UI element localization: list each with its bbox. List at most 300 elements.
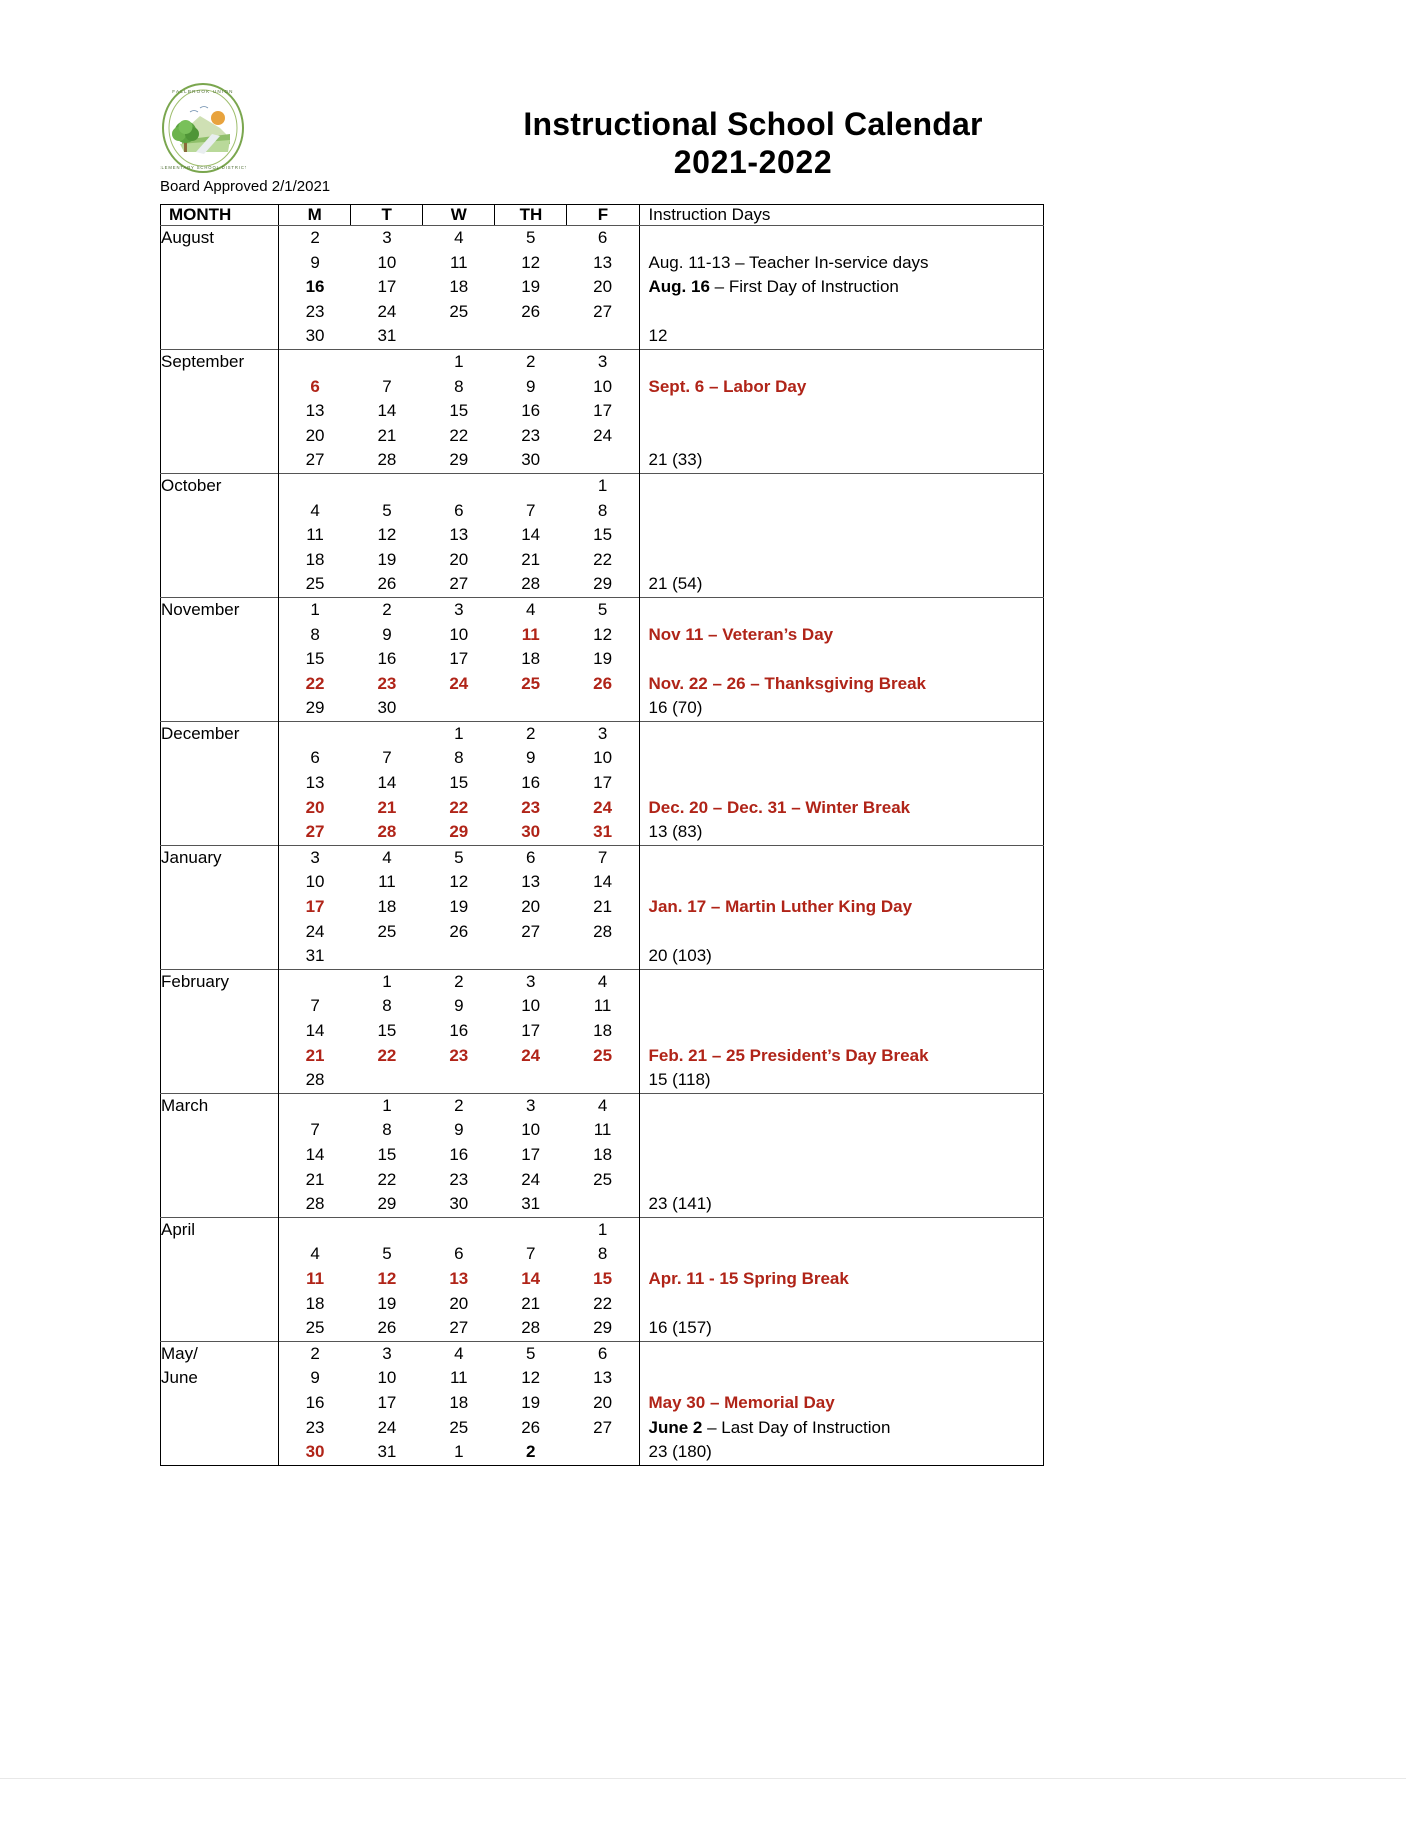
day-cell: 27 [305, 450, 325, 470]
day-cell: 23 [377, 673, 397, 693]
month-block [161, 721, 1044, 845]
day-cell: 4 [454, 1343, 464, 1363]
day-cell-empty [423, 474, 495, 499]
day-cell: 27 [305, 822, 325, 842]
week-row [279, 1440, 638, 1465]
note-row [640, 1019, 1043, 1044]
day-cell: 2 [525, 723, 536, 743]
week-row [279, 1118, 638, 1143]
day-cell: 2 [525, 351, 536, 371]
day-cell-empty [279, 350, 351, 375]
header-wednesday: W [423, 205, 495, 226]
day-cell: 18 [593, 1144, 613, 1164]
note-text: Nov 11 – Veteran’s Day [648, 624, 834, 644]
instruction-days-cell [639, 1217, 1043, 1341]
note-empty [640, 1094, 1043, 1119]
day-cell: 19 [593, 649, 613, 669]
week-row [279, 324, 638, 349]
day-cell: 29 [449, 450, 469, 470]
day-cell: 13 [305, 401, 325, 421]
day-cell: 24 [377, 301, 397, 321]
day-cell: 25 [449, 1417, 469, 1437]
day-cell: 15 [449, 773, 469, 793]
note-text: Jan. 17 – Martin Luther King Day [648, 897, 913, 917]
day-cell: 20 [521, 897, 541, 917]
note-empty [640, 746, 1043, 771]
day-cell: 9 [310, 252, 320, 272]
day-cell: 13 [449, 525, 469, 545]
month-day-grid [279, 1093, 639, 1217]
day-cell: 5 [597, 599, 608, 619]
note-empty [640, 399, 1043, 424]
day-cell: 11 [593, 996, 612, 1016]
day-cell: 28 [521, 574, 541, 594]
instruction-days-cell [639, 721, 1043, 845]
day-cell-empty [351, 722, 423, 747]
day-cell: 31 [521, 1194, 541, 1214]
day-cell-empty [279, 474, 351, 499]
note-empty [640, 474, 1043, 499]
note-row [640, 1342, 1043, 1367]
week-row [279, 771, 638, 796]
month-name: April [161, 1217, 279, 1341]
note-row [640, 1391, 1043, 1416]
day-cell: 1 [310, 599, 320, 619]
day-cell: 4 [597, 971, 608, 991]
note-text: Apr. 11 - 15 Spring Break [648, 1268, 849, 1288]
day-cell: 27 [521, 921, 541, 941]
day-cell: 17 [593, 773, 613, 793]
day-cell: 7 [310, 1120, 320, 1140]
day-cell: 17 [377, 277, 397, 297]
day-cell: 22 [377, 1045, 397, 1065]
day-cell: 4 [310, 500, 320, 520]
day-cell: 13 [449, 1268, 469, 1288]
note-row [640, 324, 1043, 349]
day-cell: 16 [305, 1392, 325, 1412]
day-cell: 9 [382, 624, 392, 644]
month-block [161, 473, 1044, 597]
day-cell: 13 [593, 1368, 613, 1388]
day-cell: 7 [525, 1244, 536, 1264]
day-cell: 27 [593, 1417, 613, 1437]
day-cell-empty [423, 324, 495, 349]
note-text: 15 (118) [648, 1070, 711, 1090]
note-text: Dec. 20 – Dec. 31 – Winter Break [648, 797, 911, 817]
day-cell: 24 [377, 1417, 397, 1437]
day-cell: 12 [521, 1368, 541, 1388]
day-cell: 20 [593, 1392, 613, 1412]
week-row [279, 1416, 638, 1441]
instruction-days-cell [639, 597, 1043, 721]
board-approved-label: Board Approved 2/1/2021 [160, 178, 331, 195]
note-row [640, 300, 1043, 325]
day-cell: 9 [310, 1368, 320, 1388]
note-row [640, 696, 1043, 721]
instruction-days-cell [639, 226, 1043, 350]
week-row [279, 572, 638, 597]
month-day-grid [279, 969, 639, 1093]
month-name: November [161, 597, 279, 721]
day-cell: 22 [449, 797, 469, 817]
day-cell-empty [351, 1218, 423, 1243]
note-row [640, 1242, 1043, 1267]
title-block [460, 106, 1046, 182]
day-cell: 8 [382, 1120, 392, 1140]
note-row [640, 820, 1043, 845]
month-day-grid [279, 845, 639, 969]
day-cell: 12 [593, 624, 613, 644]
day-cell: 21 [377, 425, 397, 445]
district-logo-icon [160, 82, 246, 174]
week-row [279, 820, 638, 845]
day-cell: 16 [521, 401, 541, 421]
day-cell-empty [567, 696, 639, 721]
note-row [640, 474, 1043, 499]
note-row [640, 623, 1043, 648]
week-row [279, 1342, 638, 1367]
day-cell: 2 [310, 1343, 320, 1363]
note-empty [640, 846, 1043, 871]
note-empty [640, 1019, 1043, 1044]
day-cell: 23 [449, 1169, 469, 1189]
day-cell: 26 [377, 574, 397, 594]
day-cell: 3 [382, 1343, 392, 1363]
note-empty [640, 870, 1043, 895]
day-cell: 18 [449, 1392, 469, 1412]
week-row [279, 350, 638, 375]
day-cell: 17 [377, 1392, 397, 1412]
day-cell: 16 [377, 649, 397, 669]
week-row [279, 970, 638, 995]
day-cell: 4 [454, 228, 464, 247]
note-text: 23 (141) [648, 1194, 712, 1214]
note-row [640, 1094, 1043, 1119]
day-cell: 21 [305, 1169, 325, 1189]
day-cell: 24 [593, 425, 613, 445]
day-cell: 10 [593, 376, 613, 396]
day-cell-empty [567, 944, 639, 969]
day-cell: 1 [597, 475, 608, 495]
note-row [640, 1218, 1043, 1243]
day-cell-empty [495, 944, 567, 969]
day-cell: 17 [521, 1021, 541, 1040]
week-row [279, 944, 638, 969]
day-cell: 25 [305, 574, 325, 594]
header-month: MONTH [161, 205, 279, 226]
day-cell: 14 [593, 872, 613, 892]
day-cell: 26 [521, 1417, 541, 1437]
table-header-row [161, 205, 1044, 226]
day-cell: 8 [382, 996, 392, 1016]
note-row [640, 523, 1043, 548]
day-cell-empty [351, 944, 423, 969]
day-cell: 10 [521, 996, 541, 1016]
week-row [279, 895, 638, 920]
header-friday: F [567, 205, 639, 226]
day-cell: 6 [454, 1244, 464, 1264]
note-row [640, 870, 1043, 895]
week-row [279, 226, 638, 251]
month-day-grid [279, 473, 639, 597]
day-cell: 27 [449, 574, 469, 594]
day-cell-empty [279, 1218, 351, 1243]
note-text: 13 (83) [648, 822, 703, 842]
day-cell-empty [567, 448, 639, 473]
note-empty [640, 771, 1043, 796]
note-text: May 30 – Memorial Day [648, 1392, 835, 1412]
note-empty [640, 647, 1043, 672]
note-empty [640, 1143, 1043, 1168]
day-cell: 11 [593, 1120, 612, 1140]
day-cell: 8 [597, 1244, 608, 1264]
week-row [279, 448, 638, 473]
day-cell: 24 [521, 1169, 541, 1189]
week-row [279, 548, 638, 573]
day-cell: 28 [377, 450, 397, 470]
day-cell: 29 [449, 822, 469, 842]
note-row [640, 1168, 1043, 1193]
note-row [640, 1440, 1043, 1465]
note-row [640, 895, 1043, 920]
day-cell: 22 [593, 1293, 613, 1313]
week-row [279, 746, 638, 771]
day-cell: 25 [593, 1169, 613, 1189]
day-cell: 14 [377, 401, 397, 421]
day-cell: 14 [377, 773, 397, 793]
day-cell: 20 [449, 1293, 469, 1313]
note-text: Sept. 6 – Labor Day [648, 376, 807, 396]
note-row [640, 350, 1043, 375]
day-cell: 3 [525, 1095, 536, 1115]
note-emphasis: Aug. 16 [648, 277, 710, 297]
note-empty [640, 1366, 1043, 1391]
instruction-days-cell [639, 845, 1043, 969]
note-row [640, 1118, 1043, 1143]
day-cell: 8 [454, 376, 464, 396]
day-cell: 8 [310, 624, 320, 644]
day-cell: 31 [377, 1442, 397, 1462]
month-day-grid [279, 597, 639, 721]
day-cell: 18 [305, 549, 325, 569]
day-cell: 20 [305, 797, 325, 817]
month-name [161, 1341, 279, 1465]
day-cell: 15 [593, 1268, 613, 1288]
day-cell: 7 [525, 500, 536, 520]
note-row [640, 375, 1043, 400]
day-cell: 4 [525, 599, 536, 619]
month-name: August [161, 226, 279, 350]
week-row [279, 275, 638, 300]
note-row [640, 1366, 1043, 1391]
month-block [161, 1341, 1044, 1465]
month-day-grid [279, 349, 639, 473]
day-cell: 29 [593, 574, 613, 594]
day-cell: 6 [525, 847, 536, 867]
day-cell: 20 [305, 425, 325, 445]
note-empty [640, 226, 1043, 251]
day-cell: 31 [377, 326, 397, 346]
day-cell: 13 [593, 252, 613, 272]
day-cell: 1 [597, 1219, 608, 1239]
day-cell: 23 [305, 1417, 325, 1437]
day-cell-empty [423, 1068, 495, 1093]
week-row [279, 1143, 638, 1168]
day-cell: 11 [449, 1368, 468, 1388]
day-cell: 27 [449, 1318, 469, 1338]
note-text: 12 [648, 326, 668, 346]
day-cell: 30 [377, 698, 397, 718]
day-cell: 17 [305, 897, 325, 917]
day-cell: 22 [449, 425, 469, 445]
day-cell: 12 [377, 1268, 397, 1288]
day-cell: 16 [449, 1144, 469, 1164]
day-cell-empty [423, 944, 495, 969]
week-row [279, 1044, 638, 1069]
month-day-grid [279, 1341, 639, 1465]
day-cell: 6 [310, 376, 320, 396]
day-cell: 7 [310, 996, 320, 1016]
week-row [279, 1218, 638, 1243]
calendar-table [160, 204, 1044, 1466]
month-block [161, 845, 1044, 969]
day-cell: 9 [525, 376, 536, 396]
day-cell: 7 [382, 748, 392, 768]
day-cell-empty [279, 722, 351, 747]
svg-text:FALLBROOK UNION: FALLBROOK UNION [172, 89, 234, 94]
day-cell: 10 [521, 1120, 541, 1140]
day-cell: 26 [449, 921, 469, 941]
day-cell: 21 [593, 897, 613, 917]
day-cell: 3 [454, 599, 464, 619]
week-row [279, 523, 638, 548]
week-row [279, 499, 638, 524]
note-row [640, 647, 1043, 672]
day-cell: 15 [305, 649, 325, 669]
page-title: Instructional School Calendar [523, 106, 983, 142]
day-cell-empty [495, 324, 567, 349]
month-block [161, 1217, 1044, 1341]
note-empty [640, 1168, 1043, 1193]
month-block [161, 1093, 1044, 1217]
day-cell: 3 [310, 847, 320, 867]
day-cell: 15 [377, 1144, 397, 1164]
page-title-year: 2021-2022 [673, 143, 833, 180]
day-cell: 21 [377, 797, 397, 817]
day-cell: 14 [521, 525, 541, 545]
day-cell: 25 [305, 1318, 325, 1338]
note-row [640, 1292, 1043, 1317]
day-cell-empty [567, 324, 639, 349]
note-text: June 2 – Last Day of Instruction [648, 1417, 891, 1437]
day-cell: 15 [377, 1021, 397, 1040]
day-cell-empty [351, 350, 423, 375]
week-row [279, 994, 638, 1019]
week-row [279, 870, 638, 895]
day-cell: 3 [382, 228, 392, 247]
day-cell: 5 [454, 847, 464, 867]
note-row [640, 1316, 1043, 1341]
day-cell: 5 [382, 1244, 392, 1264]
note-row [640, 448, 1043, 473]
day-cell: 17 [593, 401, 613, 421]
note-empty [640, 598, 1043, 623]
note-text: 23 (180) [648, 1442, 712, 1462]
day-cell: 5 [382, 500, 392, 520]
day-cell-empty [423, 1218, 495, 1243]
day-cell: 14 [305, 1144, 325, 1164]
day-cell: 23 [305, 301, 325, 321]
day-cell: 20 [449, 549, 469, 569]
header-thursday: TH [495, 205, 567, 226]
day-cell: 18 [305, 1293, 325, 1313]
day-cell: 22 [377, 1169, 397, 1189]
day-cell: 28 [305, 1070, 325, 1090]
day-cell: 2 [454, 1095, 464, 1115]
note-text: 16 (157) [648, 1318, 712, 1338]
note-text: 21 (33) [648, 450, 703, 470]
note-empty [640, 499, 1043, 524]
day-cell-empty [567, 1440, 639, 1465]
day-cell: 10 [377, 252, 397, 272]
week-row [279, 1391, 638, 1416]
day-cell: 19 [377, 549, 397, 569]
day-cell: 18 [449, 277, 469, 297]
day-cell: 19 [521, 1392, 541, 1412]
day-cell: 16 [305, 277, 325, 297]
day-cell-empty [351, 1068, 423, 1093]
day-cell: 24 [305, 921, 325, 941]
note-empty [640, 920, 1043, 945]
week-row [279, 796, 638, 821]
day-cell-empty [279, 1094, 351, 1119]
week-row [279, 1316, 638, 1341]
day-cell: 30 [521, 822, 541, 842]
note-row [640, 424, 1043, 449]
note-emphasis: June 2 [648, 1417, 703, 1437]
day-cell: 9 [454, 1120, 464, 1140]
month-name: February [161, 969, 279, 1093]
day-cell: 12 [521, 252, 541, 272]
instruction-days-cell [639, 969, 1043, 1093]
note-empty [640, 350, 1043, 375]
day-cell: 29 [377, 1194, 397, 1214]
day-cell-empty [495, 1068, 567, 1093]
day-cell: 14 [305, 1021, 325, 1040]
note-row [640, 846, 1043, 871]
day-cell: 30 [305, 1442, 325, 1462]
month-name: October [161, 473, 279, 597]
note-row [640, 1044, 1043, 1069]
day-cell: 6 [597, 1343, 608, 1363]
day-cell: 16 [449, 1021, 469, 1040]
month-name: September [161, 349, 279, 473]
day-cell: 6 [310, 748, 320, 768]
week-row [279, 375, 638, 400]
note-text: Aug. 11-13 – Teacher In-service days [648, 252, 929, 272]
week-row [279, 696, 638, 721]
day-cell: 27 [593, 301, 613, 321]
month-name: January [161, 845, 279, 969]
note-row [640, 572, 1043, 597]
day-cell: 5 [525, 228, 536, 247]
day-cell: 10 [305, 872, 325, 892]
day-cell: 18 [521, 649, 541, 669]
day-cell: 3 [597, 723, 608, 743]
month-block [161, 969, 1044, 1093]
note-text: Feb. 21 – 25 President’s Day Break [648, 1045, 929, 1065]
day-cell: 13 [521, 872, 541, 892]
